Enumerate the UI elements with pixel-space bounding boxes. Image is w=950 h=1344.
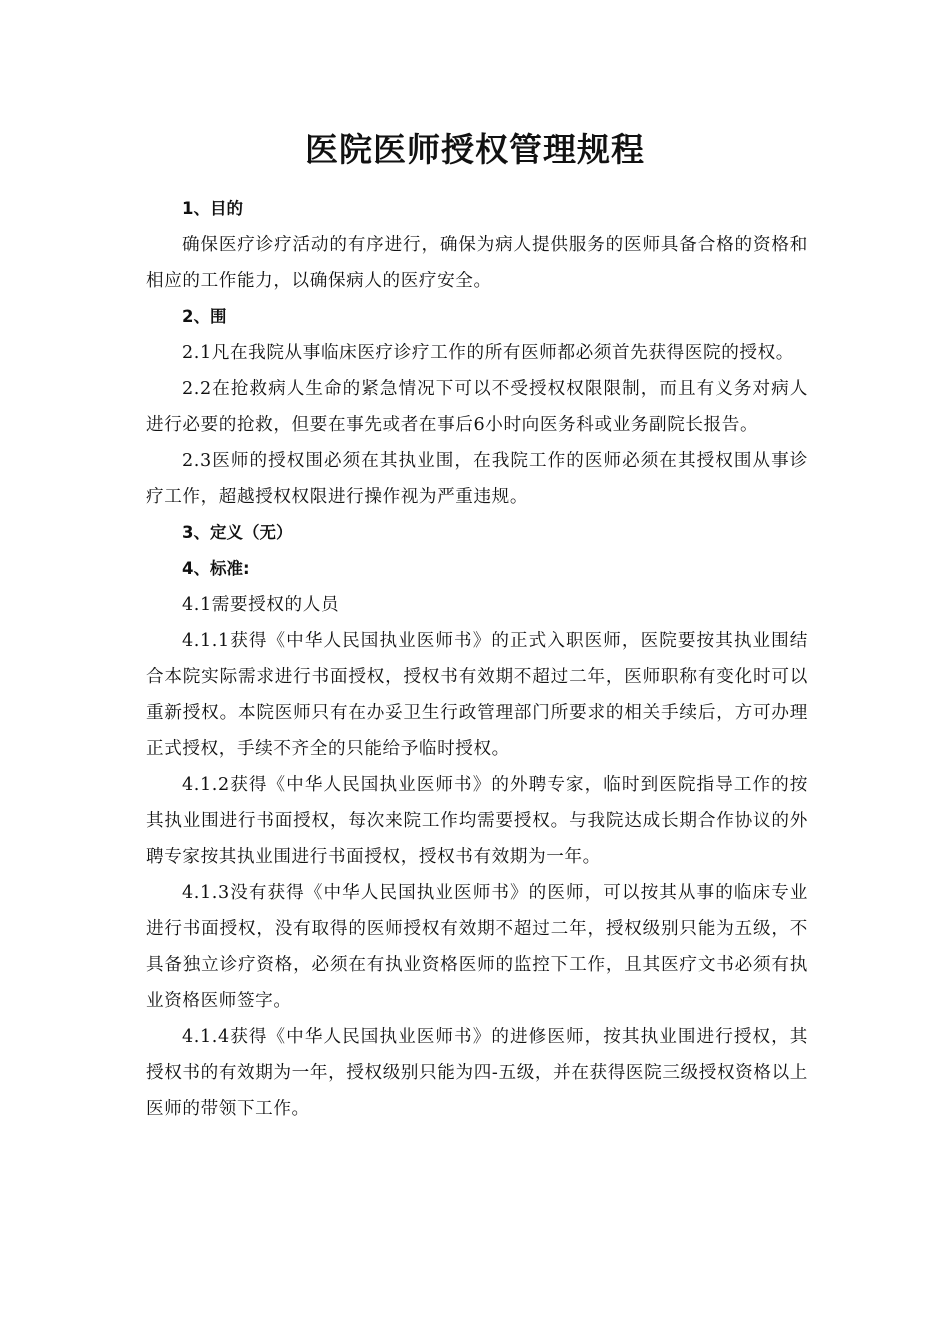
paragraph-2-2: 2.2在抢救病人生命的紧急情况下可以不受授权权限限制，而且有义务对病人进行必要的抢救，但要在事先或者在事后6小时向医务科或业务副院长报告。 (146, 379, 808, 435)
paragraph-4-1-2: 4.1.2获得《中华人民国执业医师书》的外聘专家，临时到医院指导工作的按其执业围进行书面授权，每次来院工作均需要授权。与我院达成长期合作协议的外聘专家按其执业围进行书面授权，授权书有效期为一年。 (146, 775, 808, 867)
paragraph-purpose: 确保医疗诊疗活动的有序进行，确保为病人提供服务的医师具备合格的资格和相应的工作能力，以确保病人的医疗安全。 (146, 235, 808, 291)
section-heading-scope: 2、围 (182, 307, 227, 326)
paragraph-2-1: 2.1凡在我院从事临床医疗诊疗工作的所有医师都必须首先获得医院的授权。 (182, 343, 794, 363)
section-heading-definition: 3、定义（无） (182, 523, 293, 542)
paragraph-2-3: 2.3医师的授权围必须在其执业围，在我院工作的医师必须在其授权围从事诊疗工作，超越授权权限进行操作视为严重违规。 (146, 451, 808, 507)
section-heading-purpose: 1、目的 (182, 199, 243, 218)
paragraph-4-1-4: 4.1.4获得《中华人民国执业医师书》的进修医师，按其执业围进行授权，其授权书的有效期为一年，授权级别只能为四-五级，并在获得医院三级授权资格以上医师的带领下工作。 (146, 1027, 808, 1119)
paragraph-4-1-3: 4.1.3没有获得《中华人民国执业医师书》的医师，可以按其从事的临床专业进行书面授权，没有取得的医师授权有效期不超过二年，授权级别只能为五级，不具备独立诊疗资格，必须在有执业资格医师的监控下工作，且其医疗文书必须有执业资格医师签字。 (146, 883, 808, 1011)
document-title: 医院医师授权管理规程 (305, 130, 645, 169)
paragraph-4-1-1: 4.1.1获得《中华人民国执业医师书》的正式入职医师，医院要按其执业围结合本院实际需求进行书面授权，授权书有效期不超过二年，医师职称有变化时可以重新授权。本院医师只有在办妥卫生行政管理部门所要求的相关手续后，方可办理正式授权，手续不齐全的只能给予临时授权。 (146, 631, 808, 759)
paragraph-4-1: 4.1需要授权的人员 (182, 595, 340, 615)
section-heading-standard: 4、标准: (182, 559, 250, 578)
document-body (146, 191, 808, 1127)
